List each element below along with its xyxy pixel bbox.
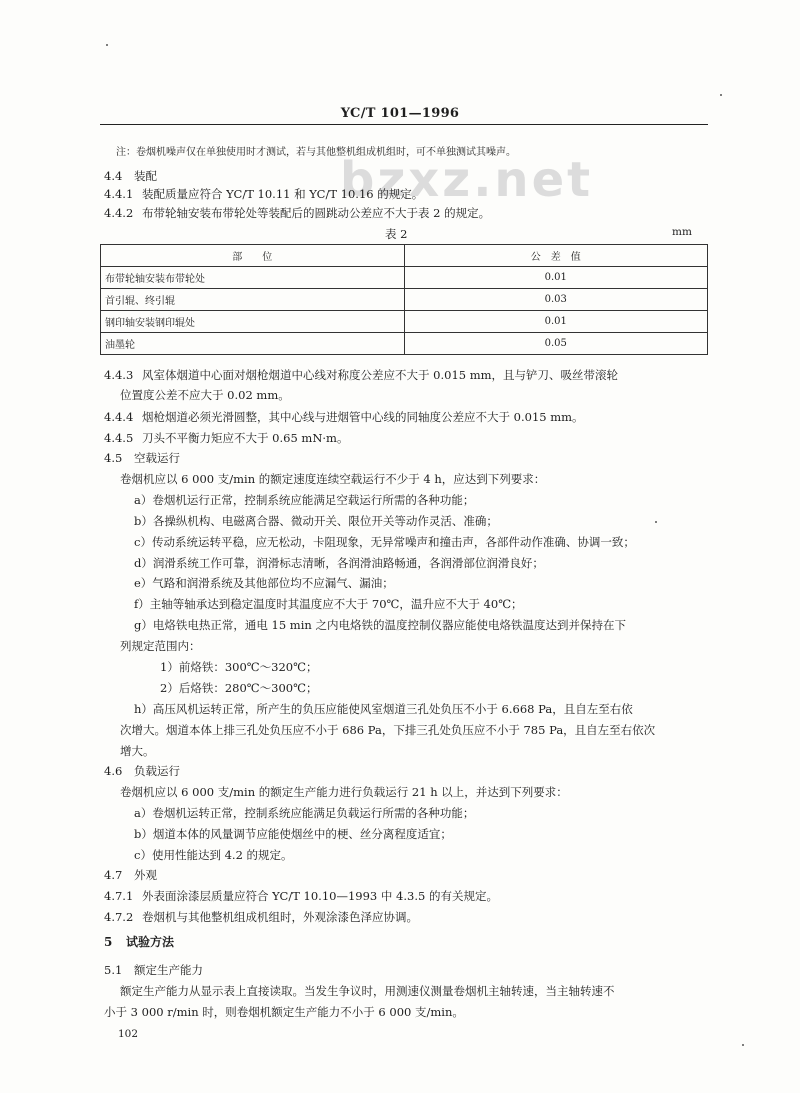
s45-item-g-1: 1）前烙铁：300℃～320℃；: [160, 660, 318, 674]
table-row: [101, 267, 708, 289]
section-4-5: [104, 450, 180, 466]
cell-value: 0.01: [404, 311, 708, 333]
header-rule: [100, 124, 708, 125]
s45-item-h-end: 增大。: [120, 744, 155, 758]
s45-item-h: h）高压风机运转正常，所产生的负压应能使风室烟道三孔处负压不小于 6.668 Pa，且自左至右依: [134, 702, 633, 716]
clause-text: 装配质量应符合 YC/T 10.11 和 YC/T 10.16 的规定。: [142, 187, 424, 201]
section-number: 4.4: [104, 169, 123, 183]
clause-text: 布带轮轴安装布带轮处等装配后的圆跳动公差应不大于表 2 的规定。: [142, 206, 491, 220]
section-title: 空载运行: [134, 451, 180, 465]
table-unit: mm: [672, 226, 692, 238]
scan-speck: [655, 521, 657, 523]
clause-number: 4.4.3: [104, 368, 134, 382]
s45-item-d: d）润滑系统工作可靠，润滑标志清晰，各润滑油路畅通，各润滑部位润滑良好；: [134, 556, 544, 570]
cell-value: 0.05: [404, 333, 708, 355]
header-value: 公 差 值: [404, 245, 708, 267]
header-part: 部 位: [101, 245, 405, 267]
table-row: [101, 311, 708, 333]
section-4-4: [104, 168, 157, 184]
cell-value: 0.03: [404, 289, 708, 311]
s45-item-e: e）气路和润滑系统及其他部位均不应漏气、漏油；: [134, 576, 394, 590]
section-number: 4.5: [104, 451, 123, 465]
s45-item-h-cont: 次增大。烟道本体上排三孔处负压应不小于 686 Pa，下排三孔处负压应不小于 785 Pa，且自左至右依次: [120, 723, 656, 737]
section-number: 4.6: [104, 764, 123, 778]
table-row: [101, 333, 708, 355]
s45-item-b: b）各操纵机构、电磁离合器、微动开关、限位开关等动作灵活、准确；: [134, 514, 498, 528]
scan-speck: [106, 44, 108, 46]
cell-value: 0.01: [404, 267, 708, 289]
clause-4-4-3-cont: 位置度公差不应大于 0.02 mm。: [120, 388, 290, 402]
section-4-6: [104, 763, 180, 779]
s45-item-g-2: 2）后烙铁：280℃～300℃；: [160, 681, 318, 695]
scan-speck: [742, 1044, 744, 1046]
clause-4-4-2: [104, 205, 490, 221]
chapter-number: 5: [104, 935, 113, 949]
s45-item-c: c）传动系统运转平稳，应无松动，卡阻现象，无异常噪声和撞击声，各部件动作准确、协调一致；: [134, 535, 635, 549]
clause-4-7-2: [104, 909, 418, 925]
clause-4-4-1: [104, 186, 423, 202]
noise-note: 注：卷烟机噪声仅在单独使用时才测试，若与其他整机组成机组时，可不单独测试其噪声。: [116, 147, 516, 158]
clause-text: 外表面涂漆层质量应符合 YC/T 10.10—1993 中 4.3.5 的有关规定。: [142, 889, 498, 903]
clause-number: 4.7.1: [104, 889, 134, 903]
clause-text: 风室体烟道中心面对烟枪烟道中心线对称度公差应不大于 0.015 mm，且与铲刀、吸丝带滚轮: [142, 368, 619, 382]
page-number: 102: [118, 1028, 139, 1040]
chapter-5-heading: [104, 933, 174, 950]
cell-part: 布带轮轴安装布带轮处: [101, 267, 405, 289]
section-number: 4.7: [104, 868, 123, 882]
scan-speck: [720, 94, 722, 96]
table-caption: 表 2: [385, 227, 408, 241]
clause-4-4-4: [104, 409, 584, 425]
chapter-title: 试验方法: [126, 935, 175, 949]
section-title: 外观: [134, 868, 157, 882]
clause-text: 卷烟机与其他整机组成机组时，外观涂漆色泽应协调。: [142, 910, 418, 924]
s45-item-g: g）电烙铁电热正常，通电 15 min 之内电烙铁的温度控制仪器应能使电烙铁温度达到并保持在下: [134, 618, 626, 632]
clause-text: 烟枪烟道必须光滑圆整，其中心线与进烟管中心线的同轴度公差应不大于 0.015 mm。: [142, 410, 584, 424]
section-number: 5.1: [104, 963, 123, 977]
tolerance-table: [100, 244, 708, 355]
section-title: 负载运行: [134, 764, 180, 778]
s45-intro: 卷烟机应以 6 000 支/min 的额定速度连续空载运行不少于 4 h，应达到下列要求：: [120, 472, 546, 486]
s46-item-c: c）使用性能达到 4.2 的规定。: [134, 848, 293, 862]
section-5-1: [104, 962, 203, 978]
table-row: [101, 289, 708, 311]
s46-item-a: a）卷烟机运转正常，控制系统应能满足负载运行所需的各种功能；: [134, 806, 475, 820]
s45-item-a: a）卷烟机运行正常，控制系统应能满足空载运行所需的各种功能；: [134, 493, 475, 507]
section-4-7: [104, 867, 157, 883]
clause-4-4-3: [104, 367, 618, 383]
watermark: bzxz.net: [340, 152, 594, 208]
s46-item-b: b）烟道本体的风量调节应能使烟丝中的梗、丝分离程度适宜；: [134, 827, 452, 841]
clause-number: 4.4.5: [104, 431, 134, 445]
clause-number: 4.4.2: [104, 206, 134, 220]
clause-number: 4.7.2: [104, 910, 134, 924]
s51-line-2: 小于 3 000 r/min 时，则卷烟机额定生产能力不小于 6 000 支/min。: [104, 1005, 464, 1019]
table-header-row: [101, 245, 708, 267]
cell-part: 首引辊、终引辊: [101, 289, 405, 311]
cell-part: 钢印轴安装钢印辊处: [101, 311, 405, 333]
clause-number: 4.4.1: [104, 187, 134, 201]
s45-item-f: f）主轴等轴承达到稳定温度时其温度应不大于 70℃，温升应不大于 40℃；: [134, 597, 523, 611]
section-title: 装配: [134, 169, 157, 183]
page-header: YC/T 101—1996: [340, 106, 460, 121]
s51-line-1: 额定生产能力从显示表上直接读取。当发生争议时，用测速仪测量卷烟机主轴转速，当主轴转速不: [120, 984, 615, 998]
s45-item-g-cont: 列规定范围内：: [120, 639, 201, 653]
section-title: 额定生产能力: [134, 963, 203, 977]
cell-part: 油墨轮: [101, 333, 405, 355]
clause-4-7-1: [104, 888, 498, 904]
clause-number: 4.4.4: [104, 410, 134, 424]
clause-text: 刀头不平衡力矩应不大于 0.65 mN·m。: [142, 431, 349, 445]
clause-4-4-5: [104, 430, 348, 446]
s46-intro: 卷烟机应以 6 000 支/min 的额定生产能力进行负载运行 21 h 以上，并达到下列要求：: [120, 785, 568, 799]
